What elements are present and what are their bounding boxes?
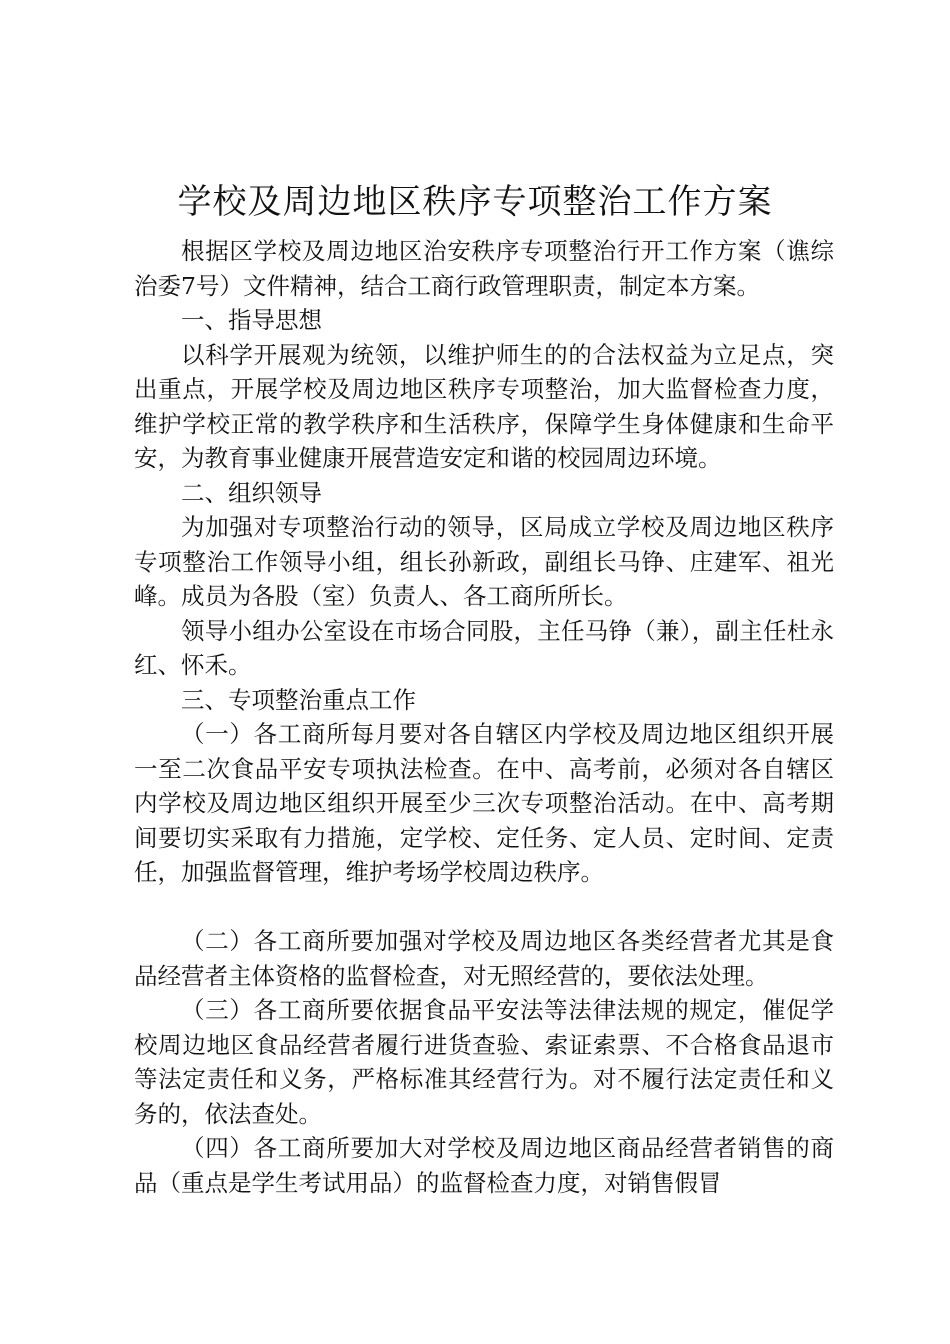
heading-key-work: 三、专项整治重点工作 [181,685,416,714]
paragraph-guiding-thought: 以科学开展观为统领，以维护师生的的合法权益为立足点，突出重点，开展学校及周边地区秩序专项整治，加大监督检查力度，维护学校正常的教学秩序和生活秩序，保障学生身体健康和生命平安，为教育事业健康开展营造安定和谐的校园周边环境。 [134,340,834,472]
document-body [134,234,834,1200]
paragraph-intro: 根据区学校及周边地区治安秩序专项整治行开工作方案（谯综治委7号）文件精神，结合工商行政管理职责，制定本方案。 [134,237,834,300]
paragraph-key-work-1: （一）各工商所每月要对各自辖区内学校及周边地区组织开展一至二次食品平安专项执法检查。在中、高考前，必须对各自辖区内学校及周边地区组织开展至少三次专项整治活动。在中、高考期间要切实采取有力措施，定学校、定任务、定人员、定时间、定责任，加强监督管理，维护考场学校周边秩序。 [134,720,834,886]
heading-organization: 二、组织领导 [181,478,322,507]
paragraph-key-work-4: （四）各工商所要加大对学校及周边地区商品经营者销售的商品（重点是学生考试用品）的监督检查力度，对销售假冒 [134,1134,834,1197]
paragraph-key-work-3: （三）各工商所要依据食品平安法等法律法规的规定，催促学校周边地区食品经营者履行进货查验、索证索票、不合格食品退市等法定责任和义务，严格标准其经营行为。对不履行法定责任和义务的，依法查处。 [134,996,834,1128]
heading-guiding-thought: 一、指导思想 [181,306,322,334]
paragraph-leadership-group: 为加强对专项整治行动的领导，区局成立学校及周边地区秩序专项整治工作领导小组，组长孙新政，副组长马铮、庄建军、祖光峰。成员为各股（室）负责人、各工商所所长。 [134,513,834,610]
paragraph-key-work-2: （二）各工商所要加强对学校及周边地区各类经营者尤其是食品经营者主体资格的监督检查，对无照经营的，要依法处理。 [134,927,834,990]
paragraph-leadership-office: 领导小组办公室设在市场合同股，主任马铮（兼），副主任杜永红、怀禾。 [134,616,834,679]
document-title: 学校及周边地区秩序专项整治工作方案 [177,182,773,222]
